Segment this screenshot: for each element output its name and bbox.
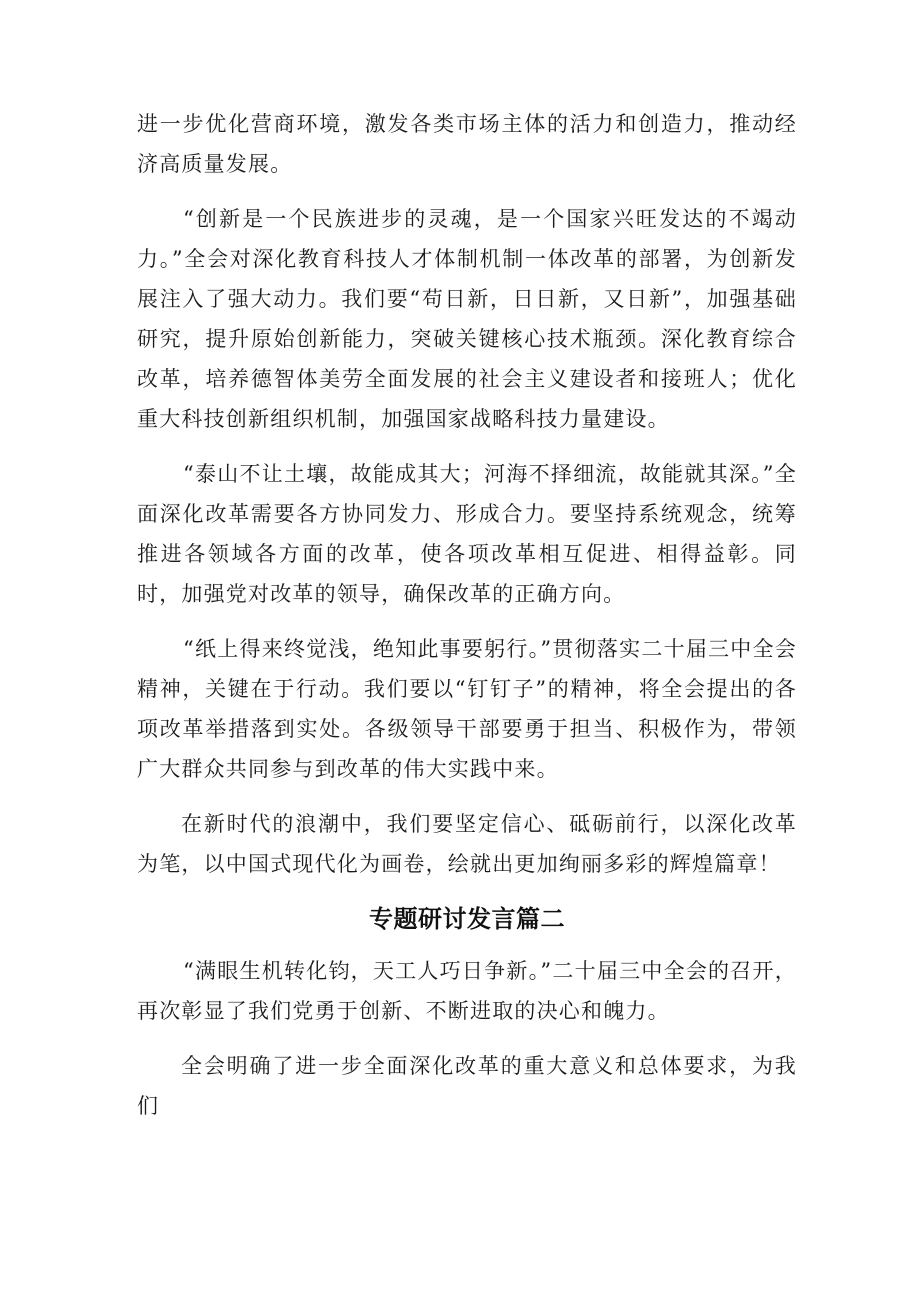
paragraph-plenary-session: “满眼生机转化钧，天工人巧日争新。”二十届三中全会的召开，再次彰显了我们党勇于创新、不断进取的决心和魄力。 xyxy=(137,959,797,1023)
paragraph-action: “纸上得来终觉浅，绝知此事要躬行。”贯彻落实二十届三中全会精神，关键在于行动。我们要以“钉钉子”的精神，将全会提出的各项改革举措落到实处。各级领导干部要勇于担当、积极作为，带领广大群众共同参与到改革的伟大实践中来。 xyxy=(137,637,797,781)
paragraph-continuation: 进一步优化营商环境，激发各类市场主体的活力和创造力，推动经济高质量发展。 xyxy=(137,112,797,176)
section-heading: 专题研讨发言篇二 xyxy=(369,905,565,933)
paragraph-taishan: “泰山不让土壤，故能成其大；河海不择细流，故能就其深。”全面深化改革需要各方协同发力、形成合力。要坚持系统观念，统筹推进各领域各方面的改革，使各项改革相互促进、相得益彰。同时，加强党对改革的领导，确保改革的正确方向。 xyxy=(137,462,797,606)
paragraph-conclusion: 在新时代的浪潮中，我们要坚定信心、砥砺前行，以深化改革为笔，以中国式现代化为画卷，绘就出更加绚丽多彩的辉煌篇章！ xyxy=(137,812,797,876)
paragraph-reform-significance: 全会明确了进一步全面深化改革的重大意义和总体要求，为我们 xyxy=(137,1054,797,1118)
document-page xyxy=(137,104,797,1141)
paragraph-innovation: “创新是一个民族进步的灵魂，是一个国家兴旺发达的不竭动力。”全会对深化教育科技人才体制机制一体改革的部署，为创新发展注入了强大动力。我们要“苟日新，日日新，又日新”，加强基础研究，提升原始创新能力，突破关键核心技术瓶颈。深化教育综合改革，培养德智体美劳全面发展的社会主义建设者和接班人；优化重大科技创新组织机制，加强国家战略科技力量建设。 xyxy=(137,207,797,431)
